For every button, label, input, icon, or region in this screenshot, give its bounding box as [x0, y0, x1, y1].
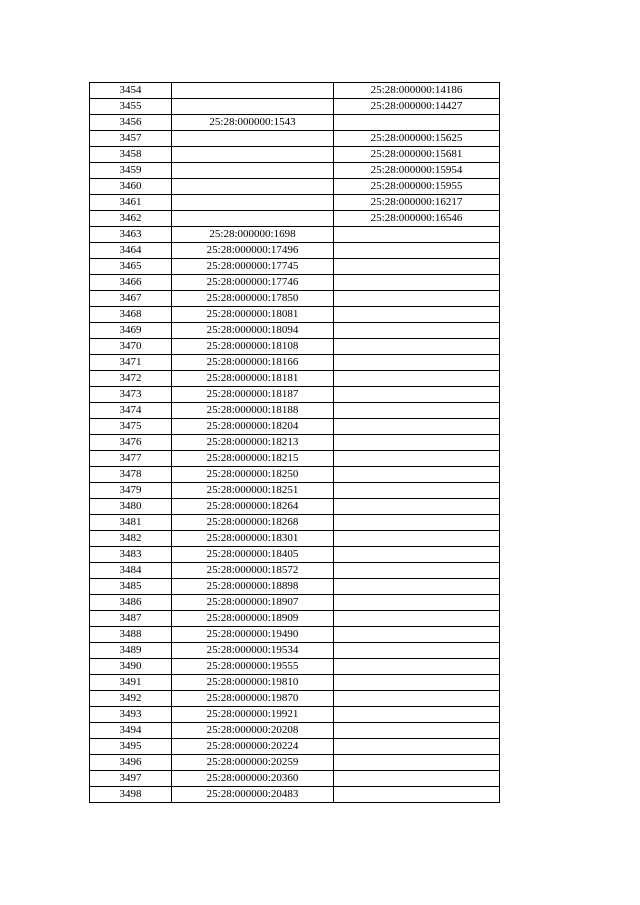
table-row	[90, 355, 500, 371]
cadastral-number-cell-a: 25:28:000000:18213	[172, 435, 334, 451]
row-number-cell: 3466	[90, 275, 172, 291]
cadastral-number-cell-b: 25:28:000000:15681	[334, 147, 500, 163]
table-row	[90, 515, 500, 531]
row-number-cell: 3455	[90, 99, 172, 115]
cadastral-number-cell-a: 25:28:000000:18268	[172, 515, 334, 531]
row-number-cell: 3474	[90, 403, 172, 419]
table-row	[90, 531, 500, 547]
cadastral-number-cell-a: 25:28:000000:19870	[172, 691, 334, 707]
table-row	[90, 147, 500, 163]
table-row	[90, 307, 500, 323]
table-row	[90, 755, 500, 771]
cadastral-number-cell-b	[334, 419, 500, 435]
cadastral-number-cell-b	[334, 643, 500, 659]
cadastral-number-cell-b: 25:28:000000:15955	[334, 179, 500, 195]
cadastral-number-cell-b	[334, 691, 500, 707]
row-number-cell: 3496	[90, 755, 172, 771]
row-number-cell: 3464	[90, 243, 172, 259]
table-row	[90, 611, 500, 627]
table-row	[90, 179, 500, 195]
row-number-cell: 3470	[90, 339, 172, 355]
row-number-cell: 3473	[90, 387, 172, 403]
row-number-cell: 3493	[90, 707, 172, 723]
cadastral-number-cell-b	[334, 483, 500, 499]
table-row	[90, 435, 500, 451]
cadastral-number-cell-b	[334, 771, 500, 787]
cadastral-number-cell-b	[334, 595, 500, 611]
row-number-cell: 3485	[90, 579, 172, 595]
row-number-cell: 3472	[90, 371, 172, 387]
cadastral-number-cell-b	[334, 387, 500, 403]
row-number-cell: 3491	[90, 675, 172, 691]
row-number-cell: 3463	[90, 227, 172, 243]
row-number-cell: 3471	[90, 355, 172, 371]
table-row	[90, 83, 500, 99]
cadastral-number-cell-a	[172, 83, 334, 99]
cadastral-number-cell-b	[334, 755, 500, 771]
cadastral-number-cell-b	[334, 291, 500, 307]
cadastral-number-cell-a: 25:28:000000:19555	[172, 659, 334, 675]
table-body	[90, 83, 500, 803]
table-row	[90, 563, 500, 579]
row-number-cell: 3484	[90, 563, 172, 579]
table-row	[90, 163, 500, 179]
cadastral-number-cell-a: 25:28:000000:19490	[172, 627, 334, 643]
cadastral-number-cell-b	[334, 659, 500, 675]
table-row	[90, 675, 500, 691]
cadastral-number-cell-a	[172, 163, 334, 179]
row-number-cell: 3488	[90, 627, 172, 643]
cadastral-number-cell-a	[172, 147, 334, 163]
cadastral-number-cell-a: 25:28:000000:17746	[172, 275, 334, 291]
row-number-cell: 3487	[90, 611, 172, 627]
cadastral-number-cell-b	[334, 323, 500, 339]
cadastral-number-cell-b: 25:28:000000:14186	[334, 83, 500, 99]
cadastral-number-cell-b	[334, 371, 500, 387]
table-row	[90, 99, 500, 115]
cadastral-number-cell-b: 25:28:000000:15954	[334, 163, 500, 179]
table-row	[90, 371, 500, 387]
table-row	[90, 195, 500, 211]
cadastral-number-cell-a: 25:28:000000:18907	[172, 595, 334, 611]
table-row	[90, 771, 500, 787]
row-number-cell: 3454	[90, 83, 172, 99]
row-number-cell: 3468	[90, 307, 172, 323]
row-number-cell: 3462	[90, 211, 172, 227]
row-number-cell: 3490	[90, 659, 172, 675]
cadastral-number-cell-b	[334, 787, 500, 803]
cadastral-number-cell-a: 25:28:000000:18108	[172, 339, 334, 355]
table-row	[90, 579, 500, 595]
cadastral-number-cell-b	[334, 499, 500, 515]
cadastral-number-cell-a: 25:28:000000:17496	[172, 243, 334, 259]
row-number-cell: 3498	[90, 787, 172, 803]
table-row	[90, 691, 500, 707]
cadastral-number-cell-a: 25:28:000000:18909	[172, 611, 334, 627]
cadastral-number-table	[89, 82, 500, 803]
table-row	[90, 787, 500, 803]
row-number-cell: 3456	[90, 115, 172, 131]
cadastral-number-cell-a: 25:28:000000:20208	[172, 723, 334, 739]
cadastral-number-cell-b	[334, 739, 500, 755]
cadastral-number-cell-b	[334, 579, 500, 595]
cadastral-number-cell-b	[334, 243, 500, 259]
table-row	[90, 707, 500, 723]
row-number-cell: 3475	[90, 419, 172, 435]
cadastral-number-cell-a: 25:28:000000:18251	[172, 483, 334, 499]
table-row	[90, 643, 500, 659]
table-row	[90, 627, 500, 643]
row-number-cell: 3461	[90, 195, 172, 211]
row-number-cell: 3478	[90, 467, 172, 483]
cadastral-number-cell-b	[334, 355, 500, 371]
table-row	[90, 659, 500, 675]
row-number-cell: 3476	[90, 435, 172, 451]
table-row	[90, 595, 500, 611]
row-number-cell: 3460	[90, 179, 172, 195]
cadastral-number-cell-a: 25:28:000000:18204	[172, 419, 334, 435]
cadastral-number-cell-a: 25:28:000000:20224	[172, 739, 334, 755]
row-number-cell: 3492	[90, 691, 172, 707]
cadastral-number-cell-b	[334, 723, 500, 739]
cadastral-number-cell-a	[172, 99, 334, 115]
cadastral-number-cell-b: 25:28:000000:16546	[334, 211, 500, 227]
cadastral-number-cell-a	[172, 179, 334, 195]
row-number-cell: 3479	[90, 483, 172, 499]
table-row	[90, 723, 500, 739]
cadastral-number-cell-b: 25:28:000000:14427	[334, 99, 500, 115]
cadastral-number-cell-a: 25:28:000000:18215	[172, 451, 334, 467]
cadastral-number-cell-a: 25:28:000000:19921	[172, 707, 334, 723]
row-number-cell: 3457	[90, 131, 172, 147]
cadastral-number-cell-a: 25:28:000000:18188	[172, 403, 334, 419]
cadastral-number-cell-a	[172, 195, 334, 211]
table-row	[90, 499, 500, 515]
cadastral-number-cell-a: 25:28:000000:1543	[172, 115, 334, 131]
cadastral-number-cell-b	[334, 275, 500, 291]
cadastral-number-cell-b	[334, 467, 500, 483]
cadastral-number-cell-b	[334, 259, 500, 275]
cadastral-number-cell-a: 25:28:000000:18898	[172, 579, 334, 595]
table-row	[90, 739, 500, 755]
row-number-cell: 3482	[90, 531, 172, 547]
cadastral-number-cell-b	[334, 547, 500, 563]
cadastral-number-cell-b	[334, 403, 500, 419]
cadastral-number-cell-b	[334, 451, 500, 467]
cadastral-number-cell-b	[334, 627, 500, 643]
cadastral-number-cell-a: 25:28:000000:18094	[172, 323, 334, 339]
table-row	[90, 115, 500, 131]
cadastral-number-cell-b: 25:28:000000:15625	[334, 131, 500, 147]
cadastral-number-cell-a	[172, 131, 334, 147]
cadastral-number-cell-a: 25:28:000000:1698	[172, 227, 334, 243]
row-number-cell: 3459	[90, 163, 172, 179]
table-row	[90, 291, 500, 307]
cadastral-number-cell-a: 25:28:000000:17745	[172, 259, 334, 275]
cadastral-number-cell-b	[334, 531, 500, 547]
table-row	[90, 131, 500, 147]
cadastral-number-cell-b	[334, 515, 500, 531]
cadastral-number-cell-a: 25:28:000000:20483	[172, 787, 334, 803]
cadastral-number-cell-a: 25:28:000000:19534	[172, 643, 334, 659]
cadastral-number-cell-b	[334, 611, 500, 627]
cadastral-number-cell-a: 25:28:000000:18187	[172, 387, 334, 403]
table-row	[90, 403, 500, 419]
row-number-cell: 3481	[90, 515, 172, 531]
row-number-cell: 3480	[90, 499, 172, 515]
row-number-cell: 3458	[90, 147, 172, 163]
cadastral-number-cell-a: 25:28:000000:18181	[172, 371, 334, 387]
cadastral-number-cell-b	[334, 227, 500, 243]
row-number-cell: 3477	[90, 451, 172, 467]
table-row	[90, 547, 500, 563]
cadastral-number-cell-b	[334, 707, 500, 723]
table-row	[90, 243, 500, 259]
cadastral-number-cell-a: 25:28:000000:18250	[172, 467, 334, 483]
row-number-cell: 3465	[90, 259, 172, 275]
cadastral-number-cell-a: 25:28:000000:20360	[172, 771, 334, 787]
cadastral-number-cell-b	[334, 675, 500, 691]
row-number-cell: 3489	[90, 643, 172, 659]
table-row	[90, 323, 500, 339]
table-row	[90, 339, 500, 355]
table-row	[90, 227, 500, 243]
table-row	[90, 275, 500, 291]
table-row	[90, 451, 500, 467]
row-number-cell: 3486	[90, 595, 172, 611]
cadastral-number-cell-b	[334, 115, 500, 131]
cadastral-number-cell-a: 25:28:000000:19810	[172, 675, 334, 691]
table-row	[90, 387, 500, 403]
cadastral-number-cell-a: 25:28:000000:20259	[172, 755, 334, 771]
cadastral-number-cell-b	[334, 339, 500, 355]
cadastral-number-cell-a	[172, 211, 334, 227]
cadastral-number-cell-b: 25:28:000000:16217	[334, 195, 500, 211]
row-number-cell: 3494	[90, 723, 172, 739]
table-row	[90, 419, 500, 435]
table-row	[90, 211, 500, 227]
row-number-cell: 3467	[90, 291, 172, 307]
row-number-cell: 3497	[90, 771, 172, 787]
cadastral-number-cell-a: 25:28:000000:17850	[172, 291, 334, 307]
cadastral-number-cell-a: 25:28:000000:18264	[172, 499, 334, 515]
cadastral-number-cell-a: 25:28:000000:18166	[172, 355, 334, 371]
cadastral-number-cell-a: 25:28:000000:18081	[172, 307, 334, 323]
cadastral-number-cell-b	[334, 563, 500, 579]
row-number-cell: 3495	[90, 739, 172, 755]
cadastral-number-cell-b	[334, 435, 500, 451]
cadastral-number-cell-b	[334, 307, 500, 323]
table-row	[90, 259, 500, 275]
table-row	[90, 483, 500, 499]
row-number-cell: 3469	[90, 323, 172, 339]
cadastral-number-cell-a: 25:28:000000:18301	[172, 531, 334, 547]
row-number-cell: 3483	[90, 547, 172, 563]
cadastral-number-cell-a: 25:28:000000:18572	[172, 563, 334, 579]
cadastral-number-cell-a: 25:28:000000:18405	[172, 547, 334, 563]
table-row	[90, 467, 500, 483]
